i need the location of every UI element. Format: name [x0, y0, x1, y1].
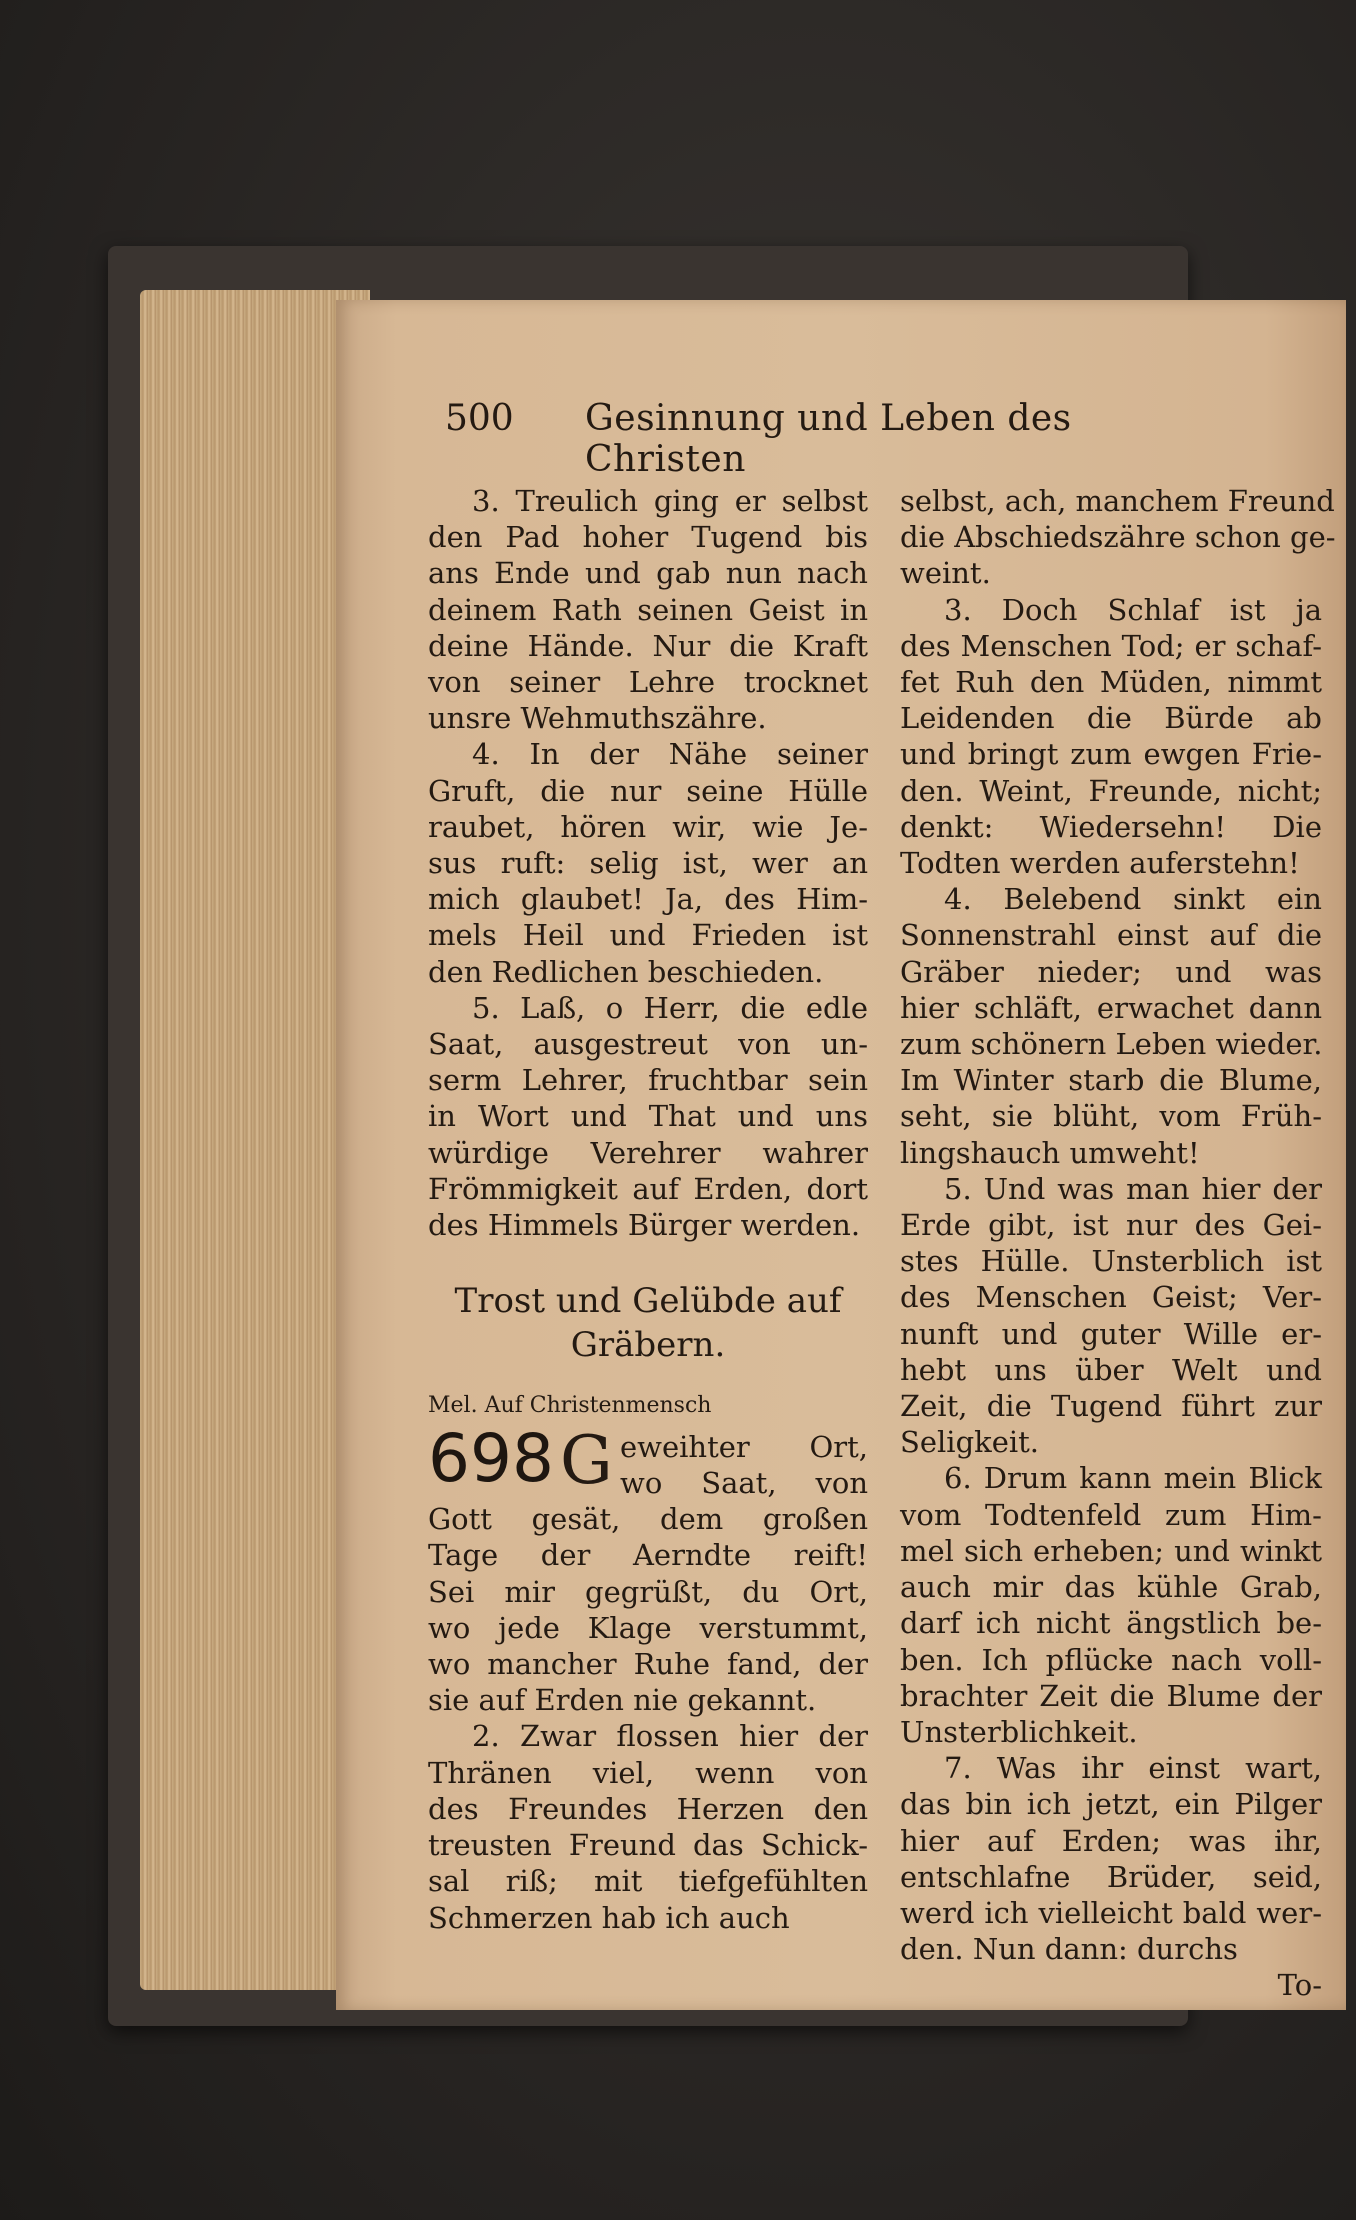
text-line: sie auf Erden nie gekannt.	[428, 1683, 817, 1718]
text-line: 5. Laß, o Herr, die edle	[472, 990, 868, 1025]
text-line: brachter Zeit die Blume der	[900, 1678, 1322, 1713]
text-line: 5. Und was man hier der	[944, 1171, 1322, 1206]
right-column	[900, 483, 1336, 2004]
hymn-title	[428, 1279, 868, 1367]
left-column-verses	[428, 483, 868, 1243]
text-line: Im Winter starb die Blume,	[900, 1063, 1322, 1098]
text-line: Seligkeit.	[900, 1425, 1040, 1460]
text-line: Schmerzen hab ich auch	[428, 1900, 790, 1935]
text-line: hier schläft, erwachet dann	[900, 990, 1322, 1025]
text-line: Todten werden auferstehn!	[900, 846, 1300, 881]
text-line: Gräber nieder; und was	[900, 954, 1322, 989]
text-line: serm Lehrer, fruchtbar sein	[428, 1063, 868, 1098]
text-line: mels Heil und Frieden ist	[428, 918, 868, 953]
text-line: den Pad hoher Tugend bis	[428, 520, 868, 555]
text-line: in Wort und That und uns	[428, 1099, 868, 1134]
text-line: ben. Ich pflücke nach voll-	[900, 1642, 1322, 1677]
text-line: sal riß; mit tiefgefühlten	[428, 1864, 868, 1899]
text-line: sus ruft: selig ist, wer an	[428, 846, 868, 881]
text-line: den. Weint, Freunde, nicht;	[900, 773, 1322, 808]
text-line: deinem Rath seinen Geist in	[428, 592, 868, 627]
text-line: mich glaubet! Ja, des Him-	[428, 882, 868, 917]
text-line: fet Ruh den Müden, nimmt	[900, 665, 1322, 700]
running-title: Gesinnung und Leben des Christen	[585, 398, 1072, 480]
text-line: Leidenden die Bürde ab	[900, 701, 1322, 736]
text-line: Erde gibt, ist nur des Gei-	[900, 1208, 1322, 1243]
text-line: und bringt zum ewgen Frie-	[900, 737, 1322, 772]
hymn-title-line: Trost und Gelübde auf	[454, 1281, 842, 1322]
text-line: raubet, hören wir, wie Je-	[428, 809, 868, 844]
text-line: Gott gesät, dem großen	[428, 1502, 868, 1537]
text-line: das bin ich jetzt, ein Pilger	[900, 1787, 1322, 1822]
text-line: auch mir das kühle Grab,	[900, 1570, 1322, 1605]
text-line: denkt: Wiedersehn! Die	[900, 809, 1322, 844]
text-line: des Menschen Geist; Ver-	[900, 1280, 1322, 1315]
text-line: weint.	[900, 556, 991, 591]
hymn-opening	[428, 1420, 868, 1501]
text-line: werd ich vielleicht bald wer-	[900, 1895, 1322, 1930]
text-line: 7. Was ihr einst wart,	[944, 1751, 1322, 1786]
text-line: unsre Wehmuthszähre.	[428, 701, 767, 736]
page-number: 500	[445, 398, 514, 439]
text-line: des Freundes Herzen den	[428, 1791, 868, 1826]
text-line: wo mancher Ruhe fand, der	[428, 1647, 868, 1682]
text-line: 4. Belebend sinkt ein	[944, 882, 1322, 917]
text-line: Sonnenstrahl einst auf die	[900, 918, 1322, 953]
text-line: die Abschiedszähre schon ge-	[900, 520, 1336, 555]
text-line: mel sich erheben; und winkt	[900, 1533, 1322, 1568]
text-line: den. Nun dann: durchs	[900, 1932, 1238, 1967]
text-line: zum schönern Leben wieder.	[900, 1027, 1323, 1062]
text-line: nunft und guter Wille er-	[900, 1316, 1322, 1351]
drop-cap: G	[560, 1422, 613, 1500]
hymn-title-line: Gräbern.	[570, 1325, 726, 1366]
text-line: Zeit, die Tugend führt zur	[900, 1389, 1322, 1424]
text-line: hebt uns über Welt und	[900, 1352, 1322, 1387]
page-header	[445, 398, 1205, 480]
text-line: ans Ende und gab nun nach	[428, 556, 868, 591]
right-column-verses	[900, 483, 1336, 1967]
text-line: 3. Doch Schlaf ist ja	[944, 592, 1322, 627]
text-line: Unsterblichkeit.	[900, 1714, 1138, 1749]
text-line: eweihter Ort,	[620, 1430, 868, 1465]
text-line: des Himmels Bürger werden.	[428, 1208, 861, 1243]
text-line: Saat, ausgestreut von un-	[428, 1027, 868, 1062]
catchword: To-	[1277, 1968, 1322, 2003]
text-line: darf ich nicht ängstlich be-	[900, 1606, 1322, 1641]
text-line: 6. Drum kann mein Blick	[944, 1461, 1322, 1496]
text-line: seht, sie blüht, vom Früh-	[900, 1099, 1322, 1134]
text-line: von seiner Lehre trocknet	[428, 665, 868, 700]
text-line: wo jede Klage verstummt,	[428, 1610, 868, 1645]
text-line: selbst, ach, manchem Freund	[900, 484, 1335, 518]
melody-note: Mel. Auf Christenmensch	[428, 1393, 712, 1419]
text-line: Frömmigkeit auf Erden, dort	[428, 1171, 868, 1206]
text-line: lingshauch umweht!	[900, 1135, 1200, 1170]
text-line: Sei mir gegrüßt, du Ort,	[428, 1574, 868, 1609]
left-column	[428, 483, 868, 1936]
text-line: würdige Verehrer wahrer	[428, 1135, 868, 1170]
text-line: wo Saat, von	[620, 1466, 868, 1501]
hymn-first-lines	[620, 1429, 868, 1501]
hymn-number: 698	[428, 1420, 554, 1498]
text-line: treusten Freund das Schick-	[428, 1828, 868, 1863]
text-line: 2. Zwar flossen hier der	[472, 1719, 868, 1754]
text-line: hier auf Erden; was ihr,	[900, 1823, 1322, 1858]
text-line: Thränen viel, wenn von	[428, 1755, 868, 1790]
text-line: deine Hände. Nur die Kraft	[428, 628, 868, 663]
text-line: stes Hülle. Unsterblich ist	[900, 1244, 1322, 1279]
text-line: 3. Treulich ging er selbst	[472, 484, 868, 518]
text-line: den Redlichen beschieden.	[428, 954, 824, 989]
hymn-verses	[428, 1501, 868, 1935]
text-line: Tage der Aerndte reift!	[428, 1538, 868, 1573]
text-line: 4. In der Nähe seiner	[472, 737, 868, 772]
text-line: vom Todtenfeld zum Him-	[900, 1497, 1322, 1532]
text-line: des Menschen Tod; er schaf-	[900, 628, 1322, 663]
text-line: entschlafne Brüder, seid,	[900, 1859, 1322, 1894]
text-line: Gruft, die nur seine Hülle	[428, 773, 868, 808]
